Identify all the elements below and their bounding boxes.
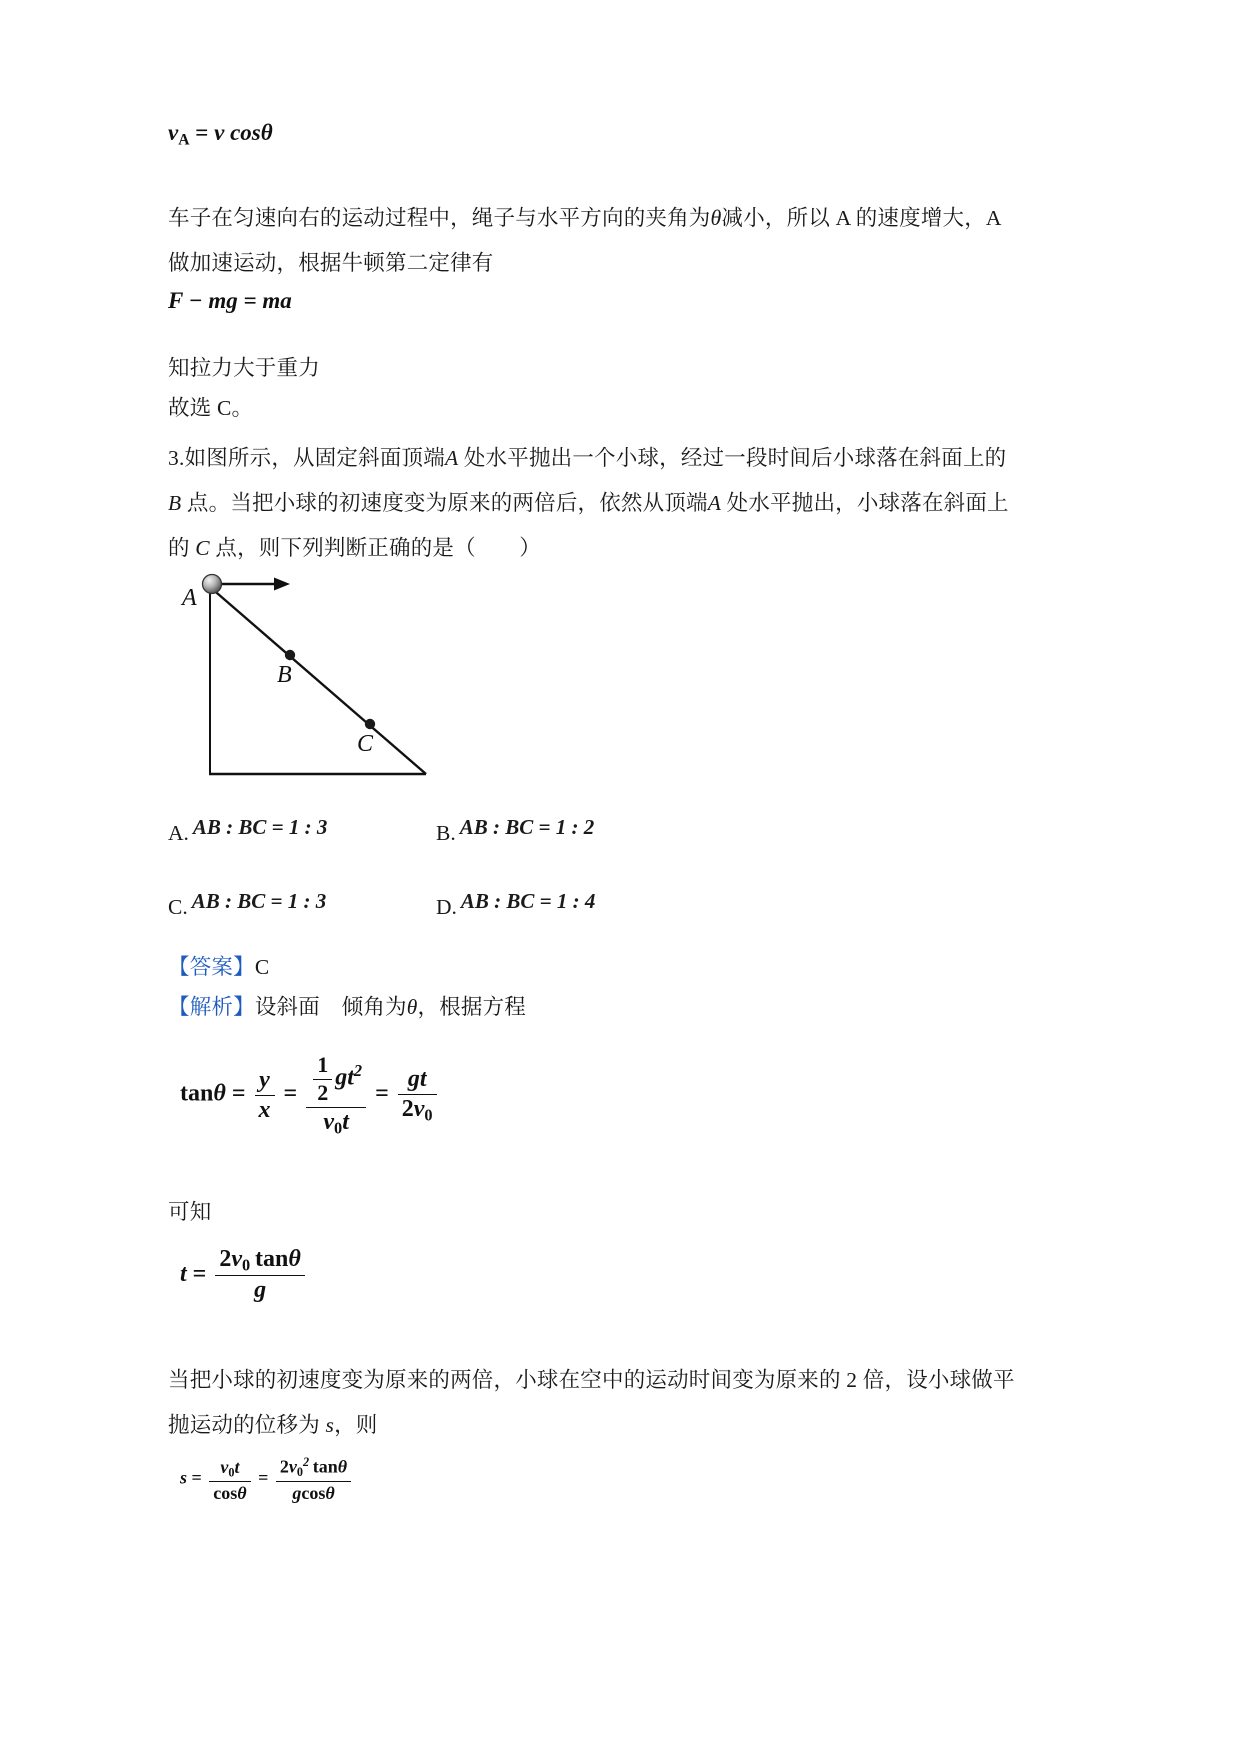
paragraph-double-velocity-line1: 当把小球的初速度变为原来的两倍，小球在空中的运动时间变为原来的 2 倍，设小球做平: [168, 1368, 1015, 1393]
paragraph-displacement-b: ，则: [334, 1413, 378, 1438]
tan-equals-3: =: [375, 1081, 389, 1108]
point-c-ref: C: [195, 536, 210, 561]
point-b-ref: B: [168, 491, 182, 516]
option-a[interactable]: [168, 815, 436, 847]
t-symbol-lhs: t: [180, 1260, 187, 1287]
option-c-text: AB : BC = 1 : 3: [191, 889, 327, 914]
theta-symbol-analysis: θ: [406, 995, 418, 1020]
tan-label-disp: tan: [312, 1457, 338, 1478]
v-symbol-2: v: [413, 1096, 425, 1123]
two-coefficient-disp: 2: [279, 1457, 289, 1478]
paragraph-displacement-a: 抛运动的位移为: [168, 1413, 320, 1438]
tan-label-time: tan: [254, 1245, 289, 1272]
page-content: [168, 120, 1073, 1503]
inclined-plane-svg: [178, 571, 498, 799]
formula-time: [180, 1246, 1073, 1305]
option-c[interactable]: [168, 889, 436, 921]
fraction-y-numerator: y: [255, 1067, 275, 1096]
figure-label-c: C: [357, 731, 374, 758]
figure-label-a: A: [182, 585, 197, 612]
paragraph-double-velocity-line2: [168, 1403, 1073, 1448]
two-coefficient-time: 2: [219, 1245, 232, 1272]
cos-label-2: cos: [301, 1483, 326, 1504]
option-b-letter: B.: [436, 821, 456, 846]
displacement-equals-2: =: [258, 1467, 269, 1488]
theta-symbol-disp-1: θ: [237, 1482, 247, 1503]
s-symbol-lhs: s: [180, 1467, 188, 1488]
answer-value: C: [254, 955, 270, 980]
formula-newton-second-law: F − mg = ma: [168, 288, 292, 314]
question-3-line3-b: 点，则下列判断正确的是（ ）: [215, 536, 541, 561]
options-row-1: [168, 799, 1073, 847]
t-symbol-1: t: [342, 1108, 349, 1135]
tan-label: tan: [180, 1081, 214, 1108]
fraction-v0t-over-cos: [209, 1457, 250, 1503]
question-3-line2-a: 点。当把小球的初速度变为原来的两倍后，依然从顶端: [186, 491, 708, 516]
fraction-v0t-denominator: [306, 1108, 366, 1138]
option-d-text: AB : BC = 1 : 4: [460, 889, 596, 914]
2v0-denominator: [398, 1095, 437, 1125]
cos-label-1: cos: [213, 1482, 238, 1503]
paragraph-car-motion: [168, 195, 1073, 241]
formula-va-lhs-sub: A: [178, 131, 190, 149]
formula-displacement: [180, 1456, 1073, 1503]
fraction-2v0sq-tan-over-gcos: [276, 1456, 351, 1503]
question-3-number: 3.: [168, 446, 185, 471]
velocity-arrow-head: [274, 578, 290, 591]
tan-equals-1: =: [231, 1081, 246, 1108]
time-numerator: [215, 1246, 304, 1277]
point-c-dot: [365, 719, 375, 729]
paragraph-newton-intro: 做加速运动，根据牛顿第二定律有: [168, 251, 494, 276]
question-3-line3-a: 的: [168, 536, 190, 561]
formula-tan-theta: [180, 1053, 1073, 1137]
fraction-x-denominator: x: [258, 1097, 271, 1124]
v-subscript-time: 0: [242, 1255, 251, 1275]
displacement-den-2: [276, 1482, 351, 1503]
v-symbol-1: v: [323, 1108, 335, 1135]
fraction-half-gt2-numerator: [306, 1053, 366, 1107]
analysis-text-b: ，根据方程: [417, 995, 526, 1020]
formula-va-rhs: v cos: [214, 120, 261, 145]
theta-symbol-disp-2: θ: [337, 1457, 348, 1478]
analysis-tag: 【解析】: [168, 995, 255, 1020]
point-a-ref-2: A: [707, 491, 722, 516]
gt-exponent: 2: [353, 1061, 363, 1081]
ball-at-a: [203, 575, 222, 594]
time-denominator-g: g: [254, 1277, 267, 1304]
question-3-line-3: [168, 526, 1073, 571]
two-coefficient: 2: [401, 1096, 414, 1123]
analysis-text-a: 设斜面 倾角为: [254, 995, 407, 1020]
one-half-denominator: 2: [317, 1080, 329, 1106]
question-3-line2-b: 处水平抛出，小球落在斜面上: [726, 491, 1009, 516]
formula-va-lhs-var: v: [168, 120, 179, 145]
figure-label-b: B: [277, 662, 292, 689]
answer-line: [168, 947, 1073, 987]
options-row-2: [168, 873, 1073, 921]
tan-equals-2: =: [283, 1081, 298, 1108]
analysis-line: [168, 987, 1073, 1027]
fraction-one-half: [313, 1053, 332, 1105]
displacement-equals-1: =: [191, 1467, 202, 1488]
option-a-letter: A.: [168, 821, 189, 846]
option-b-text: AB : BC = 1 : 2: [459, 815, 595, 840]
gt-term: gt: [335, 1065, 354, 1092]
theta-symbol-time: θ: [288, 1245, 301, 1272]
inclined-plane-figure: [178, 571, 498, 799]
fraction-y-over-x: [255, 1067, 275, 1124]
v-subscript-disp-2: 0: [296, 1465, 304, 1480]
theta-symbol-disp-3: θ: [325, 1483, 335, 1504]
question-3-line-1: [168, 436, 1073, 481]
theta-symbol-inline: θ: [710, 205, 722, 231]
point-b-dot: [285, 650, 295, 660]
incline-surface: [210, 587, 426, 774]
v-subscript-1: 0: [334, 1118, 343, 1138]
v-exponent-disp: 2: [303, 1455, 310, 1470]
time-equals: =: [192, 1260, 207, 1287]
s-symbol-ref: s: [325, 1413, 335, 1438]
question-3-line1-b: 处水平抛出一个小球，经过一段时间后小球落在斜面上的: [463, 446, 1007, 471]
displacement-num-1: [209, 1457, 250, 1482]
theta-symbol-tan: θ: [213, 1081, 226, 1108]
gt-numerator: gt: [398, 1066, 437, 1095]
v-symbol-disp-1: v: [220, 1456, 229, 1477]
t-symbol-disp-1: t: [234, 1456, 240, 1477]
displacement-den-1: [209, 1482, 250, 1503]
option-d-letter: D.: [436, 895, 457, 920]
option-b[interactable]: [436, 815, 594, 847]
paragraph-tension-gt-gravity: 知拉力大于重力: [168, 356, 320, 381]
fraction-gt-over-2v0: [398, 1066, 437, 1125]
displacement-num-2: [276, 1456, 351, 1482]
point-a-ref: A: [444, 446, 459, 471]
v-subscript-2: 0: [424, 1105, 433, 1125]
option-a-text: AB : BC = 1 : 3: [192, 815, 328, 840]
question-3-line1-a: 如图所示，从固定斜面顶端: [184, 446, 445, 471]
one-half-numerator: 1: [313, 1053, 332, 1080]
formula-va: [168, 120, 1073, 149]
fraction-half-gt2-over-v0t: [306, 1053, 366, 1137]
v-symbol-disp-2: v: [288, 1457, 297, 1478]
option-c-letter: C.: [168, 895, 188, 920]
v-symbol-time: v: [231, 1245, 243, 1272]
formula-va-equals: =: [195, 120, 209, 145]
v-subscript-disp-1: 0: [228, 1465, 235, 1480]
paragraph-known: 可知: [168, 1199, 212, 1224]
option-d[interactable]: [436, 889, 595, 921]
paragraph-choose-c: 故选 C。: [168, 396, 254, 421]
paragraph-car-motion-part2: 减小，所以 A 的速度增大，A: [721, 206, 1002, 231]
answer-tag: 【答案】: [168, 955, 255, 980]
theta-symbol: θ: [260, 120, 273, 145]
fraction-2v0tan-over-g: [215, 1246, 304, 1305]
paragraph-car-motion-part1: 车子在匀速向右的运动过程中，绳子与水平方向的夹角为: [168, 206, 711, 231]
g-symbol-disp: g: [292, 1483, 302, 1504]
question-3-line-2: [168, 481, 1073, 526]
